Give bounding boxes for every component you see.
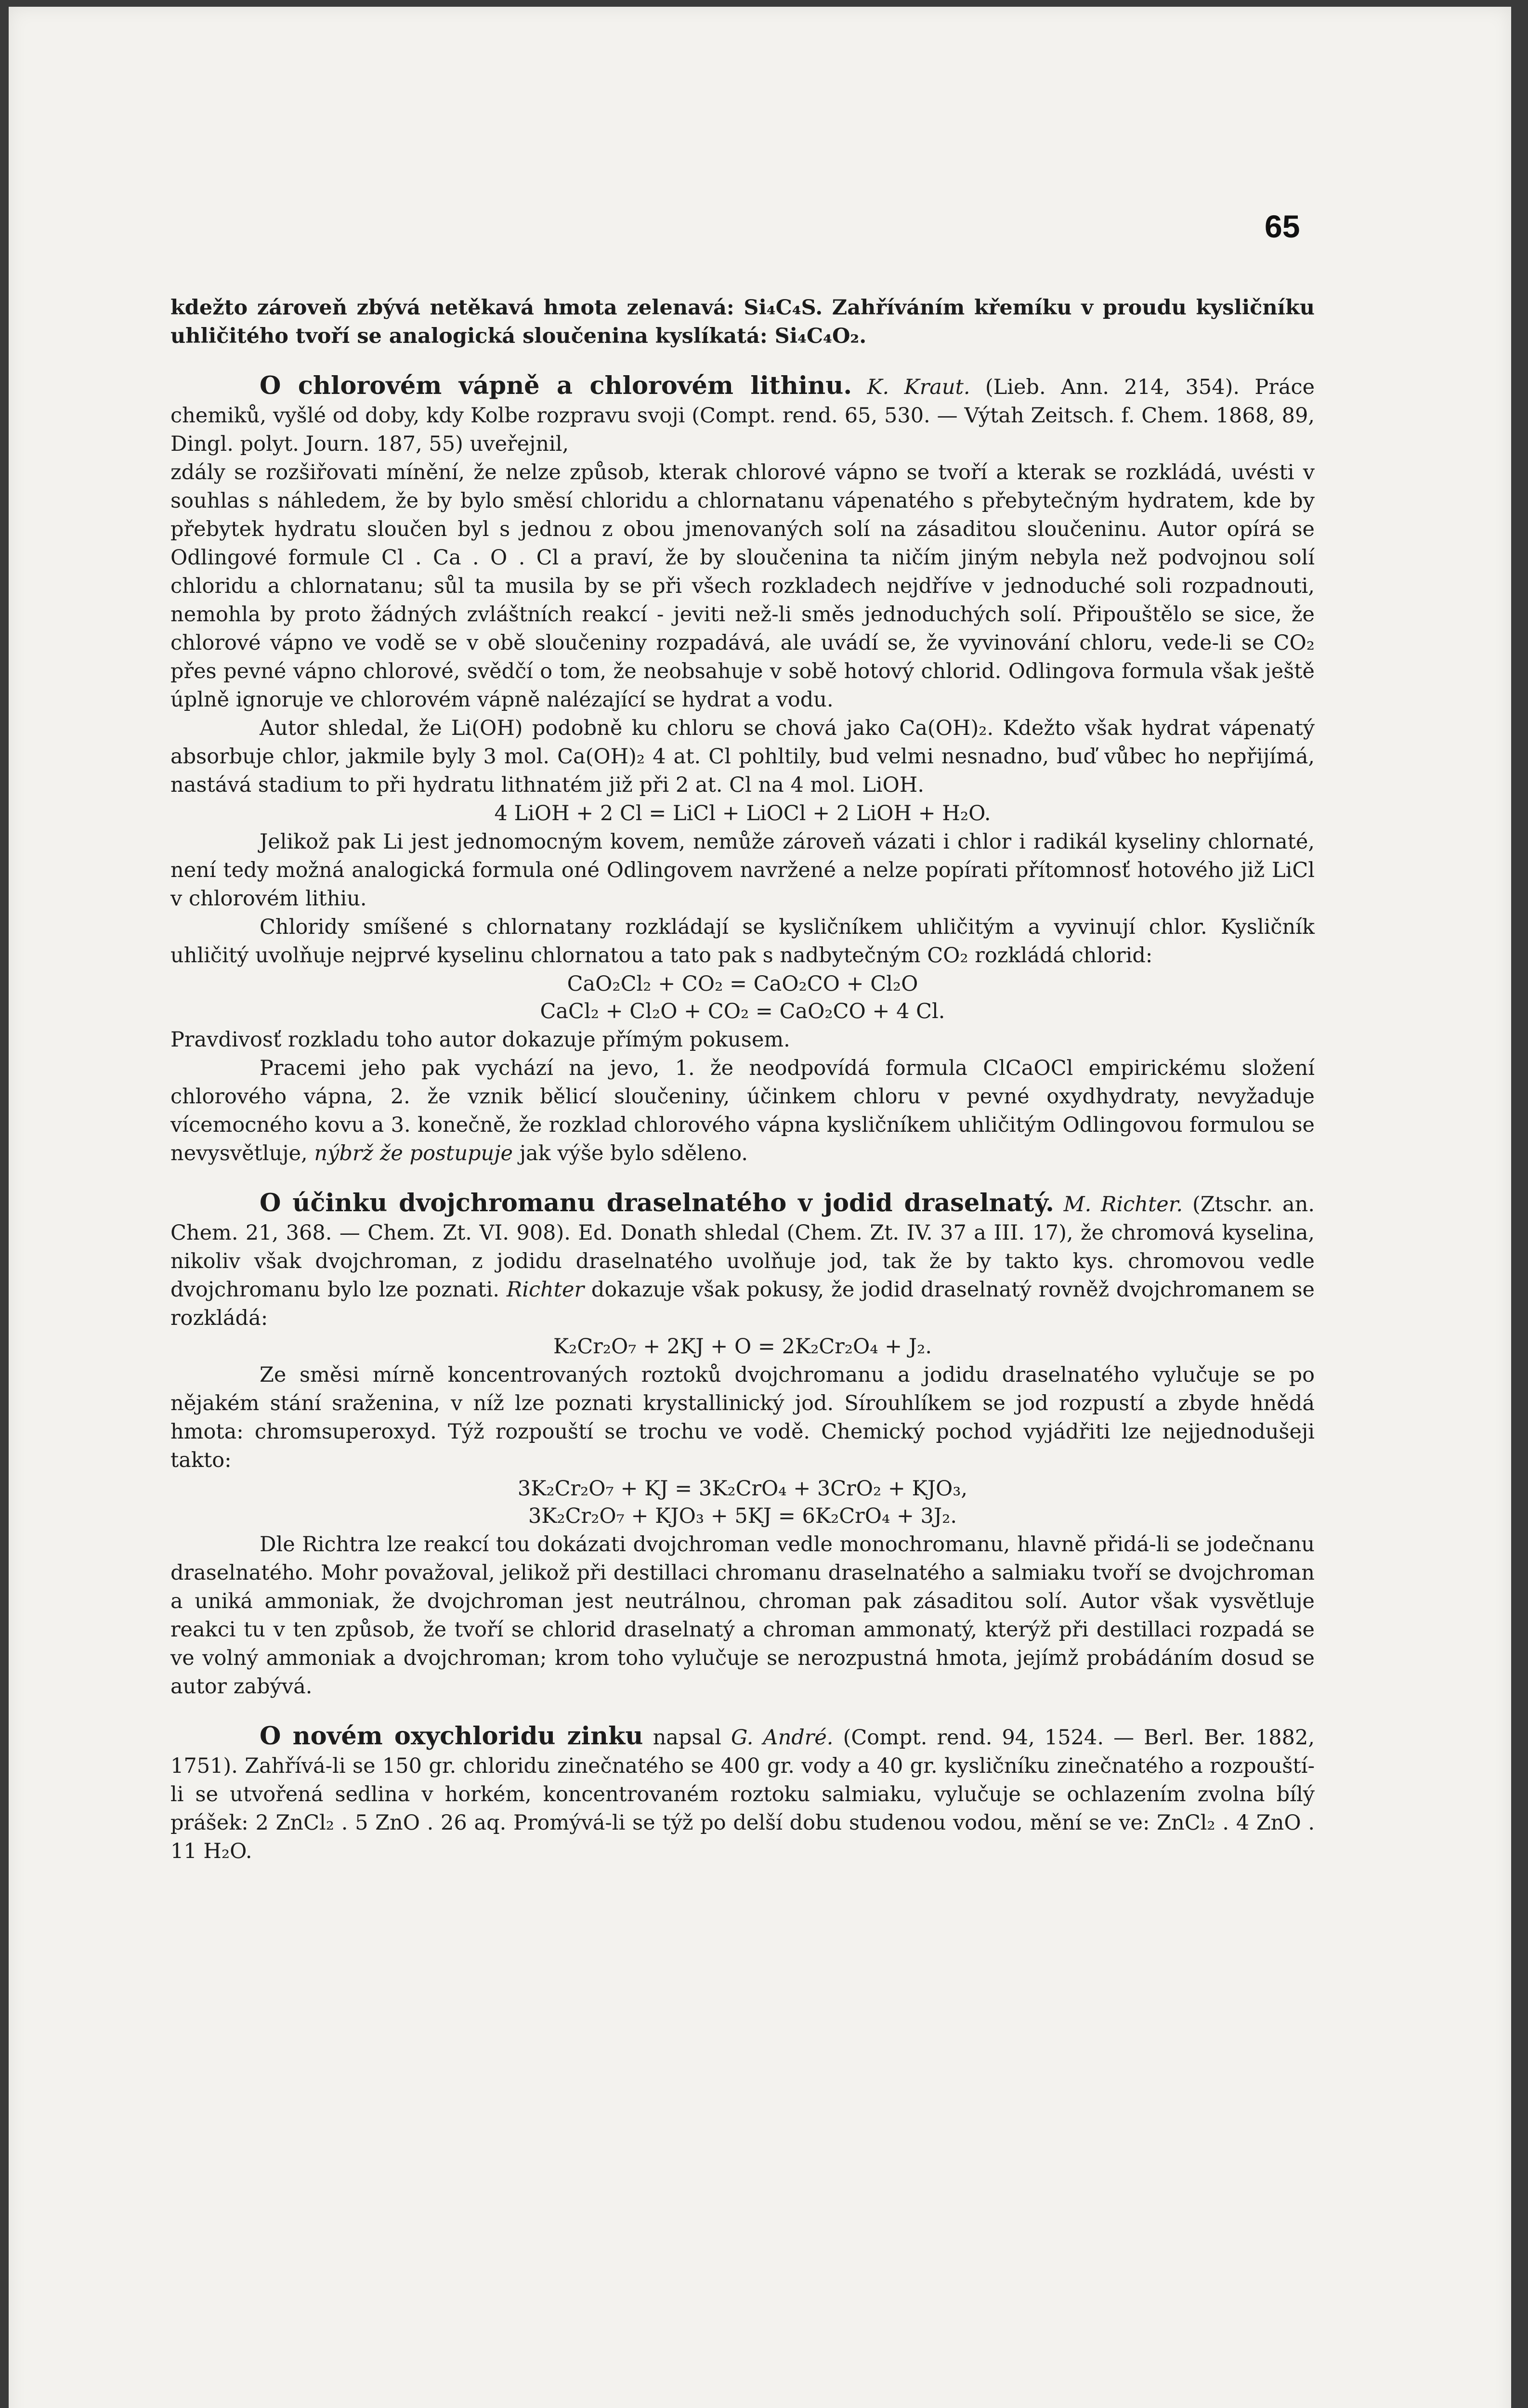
chemical-equation: 3K₂Cr₂O₇ + KJO₃ + 5KJ = 6K₂CrO₄ + 3J₂. bbox=[528, 1504, 957, 1528]
section-heading: O chlorovém vápně a chlorovém lithinu. bbox=[260, 371, 852, 400]
chemical-equation: CaCl₂ + Cl₂O + CO₂ = CaO₂CO + 4 Cl. bbox=[540, 999, 945, 1023]
paragraph: zdály se rozšiřovati mínění, že nelze způsob, kterak chlorové vápno se tvoří a kterak se rozkládá, uvésti v souhlas s náhledem, že by bylo směsí chloridu a chlornatanu vápenatého s přebytečným hydratem, kde by přebytek hydratu sloučen byl s jednou z obou jmenovaných solí na zásaditou sloučeninu. Autor opírá se Odlingové formule Cl . Ca . O . Cl a praví, že by sloučenina ta ničím jiným nebyla než podvojnou solí chloridu a chlornatanu; sůl ta musila by se při všech rozkladech nejdříve v jednoduché soli rozpadnouti, nemohla by proto žádných zvláštních reakcí - jeviti než-li směs jednoduchých solí. Připouštělo se sice, že chlorové vápno ve vodě se v obě sloučeniny rozpadává, ale uvádí se, že vyvinování chloru, vede-li se CO₂ přes pevné vápno chlorové, svědčí o tom, že neobsahuje v sobě hotový chlorid. Odlingova formula však ještě úplně ignoruje ve chlorovém vápně nalézající se hydrat a vodu. bbox=[170, 460, 1315, 712]
section-oxychlorid-zinku bbox=[170, 1722, 1315, 1866]
article-text bbox=[170, 294, 1315, 1866]
intro-paragraph: kdežto zároveň zbývá netěkavá hmota zelenavá: Si₄C₄S. Zahříváním křemíku v proudu kysličníku uhličitého tvoří se analogická sloučenina kyslíkatá: Si₄C₄O₂. bbox=[170, 296, 1315, 348]
paragraph: Chloridy smíšené s chlornatany rozkládají se kysličníkem uhličitým a vyvinují chlor. Kysličník uhličitý uvolňuje nejprvé kyselinu chlornatou a tato pak s nadbytečným CO₂ rozkládá chlorid: bbox=[170, 915, 1315, 968]
section-author: K. Kraut. bbox=[867, 375, 970, 399]
chemical-equation: 3K₂Cr₂O₇ + KJ = 3K₂CrO₄ + 3CrO₂ + KJO₃, bbox=[517, 1477, 968, 1501]
section-source: (Ztschr. an. Chem. 21, 368. — Chem. Zt. VI. 908). Ed. Donath shledal (Chem. Zt. IV. 37 a III. 17), že chromová kyselina, nikoliv však dvojchroman, z jodidu draselnatého uvolňuje jod, tak že by takto kys. chromovou vedle dvojchromanu bylo lze poznati. bbox=[170, 1192, 1315, 1302]
chemical-equation: CaO₂Cl₂ + CO₂ = CaO₂CO + Cl₂O bbox=[567, 972, 918, 996]
paragraph bbox=[170, 1054, 1315, 1168]
chemical-equation: 4 LiOH + 2 Cl = LiCl + LiOCl + 2 LiOH + H₂O. bbox=[494, 801, 991, 825]
section-heading: O účinku dvojchromanu draselnatého v jodid draselnatý. bbox=[260, 1189, 1054, 1217]
paragraph: Pravdivosť rozkladu toho autor dokazuje přímým pokusem. bbox=[170, 1028, 790, 1052]
page-number: 65 bbox=[1265, 209, 1300, 244]
paragraph-text: Pracemi jeho pak vychází na jevo, 1. že neodpovídá formula ClCaOCl empirickému složení chlorového vápna, 2. že vznik bělicí sloučeniny, účinkem chloru v pevné oxydhydraty, nevyžaduje vícemocného kovu a 3. konečně, že rozklad chlorového vápna kysličníkem uhličitým Odlingovou formulou se nevysvětluje, bbox=[170, 1056, 1315, 1165]
chemical-equation: K₂Cr₂O₇ + 2KJ + O = 2K₂Cr₂O₄ + J₂. bbox=[553, 1335, 932, 1359]
paragraph: Jelikož pak Li jest jednomocným kovem, nemůže zároveň vázati i chlor i radikál kyseliny chlornaté, není tedy možná analogická formula oné Odlingovem navržené a nelze popírati přítomnosť hotového již LiCl v chlorovém lithiu. bbox=[170, 830, 1315, 911]
paragraph: Dle Richtra lze reakcí tou dokázati dvojchroman vedle monochromanu, hlavně přidá-li se jodečnanu draselnatého. Mohr považoval, jelikož při destillaci chromanu draselnatého a salmiaku tvoří se dvojchroman a uniká ammoniak, že dvojchroman jest neutrálnou, chroman pak zásaditou solí. Autor však vysvětluje reakci tu v ten způsob, že tvoří se chlorid draselnatý a chroman ammonatý, kterýž při destillaci rozpadá se ve volný ammoniak a dvojchroman; krom toho vylučuje se nerozpustná hmota, jejímž probádáním dosud se autor zabývá. bbox=[170, 1532, 1315, 1699]
section-author: M. Richter. bbox=[1063, 1192, 1183, 1217]
section-chlorove-vapno-intro bbox=[170, 372, 1315, 458]
section-byline: napsal bbox=[653, 1726, 721, 1750]
section-heading: O novém oxychloridu zinku bbox=[260, 1722, 643, 1751]
author-reference: Richter bbox=[506, 1278, 585, 1302]
paragraph: Ze směsi mírně koncentrovaných roztoků dvojchromanu a jodidu draselnatého vylučuje se po nějakém stání sraženina, v níž lze poznati krystallinický jod. Sírouhlíkem se jod rozpustí a zbyde hnědá hmota: chromsuperoxyd. Týž rozpouští se trochu ve vodě. Chemický pochod vyjádřiti lze nejjednodušeji takto: bbox=[170, 1363, 1315, 1472]
paragraph-text: dokazuje však pokusy, že jodid draselnatý rovněž dvojchromanem se rozkládá: bbox=[170, 1278, 1315, 1330]
paragraph: Autor shledal, že Li(OH) podobně ku chloru se chová jako Ca(OH)₂. Kdežto však hydrat vápenatý absorbuje chlor, jakmile byly 3 mol. Ca(OH)₂ 4 at. Cl pohltily, bud velmi nesnadno, buď vůbec ho nepřijímá, nastává stadium to při hydratu lithnatém již při 2 at. Cl na 4 mol. LiOH. bbox=[170, 716, 1315, 797]
section-dvojchroman-intro bbox=[170, 1189, 1315, 1333]
paragraph-text: (Compt. rend. 94, 1524. — Berl. Ber. 1882, 1751). Zahřívá-li se 150 gr. chloridu zinečnatého se 400 gr. vody a 40 gr. kysličníku zinečnatého a rozpouští-li se utvořená sedlina v horkém, koncentrovaném roztoku salmiaku, vylučuje se ochlazením zvolna bílý prášek: 2 ZnCl₂ . 5 ZnO . 26 aq. Promývá-li se týž po delší dobu studenou vodou, mění se ve: ZnCl₂ . 4 ZnO . 11 H₂O. bbox=[170, 1726, 1315, 1863]
paragraph-text: jak výše bylo sděleno. bbox=[519, 1141, 748, 1165]
page-sheet bbox=[9, 7, 1511, 2408]
emphasis-text: nýbrž že postupuje bbox=[314, 1141, 513, 1165]
section-author: G. André. bbox=[731, 1726, 834, 1750]
section-source: (Lieb. Ann. 214, 354). Práce chemiků, vyšlé od doby, kdy Kolbe rozpravu svoji (Compt. rend. 65, 530. — Výtah Zeitsch. f. Chem. 1868, 89, Dingl. polyt. Journ. 187, 55) uveřejnil, bbox=[170, 375, 1315, 456]
